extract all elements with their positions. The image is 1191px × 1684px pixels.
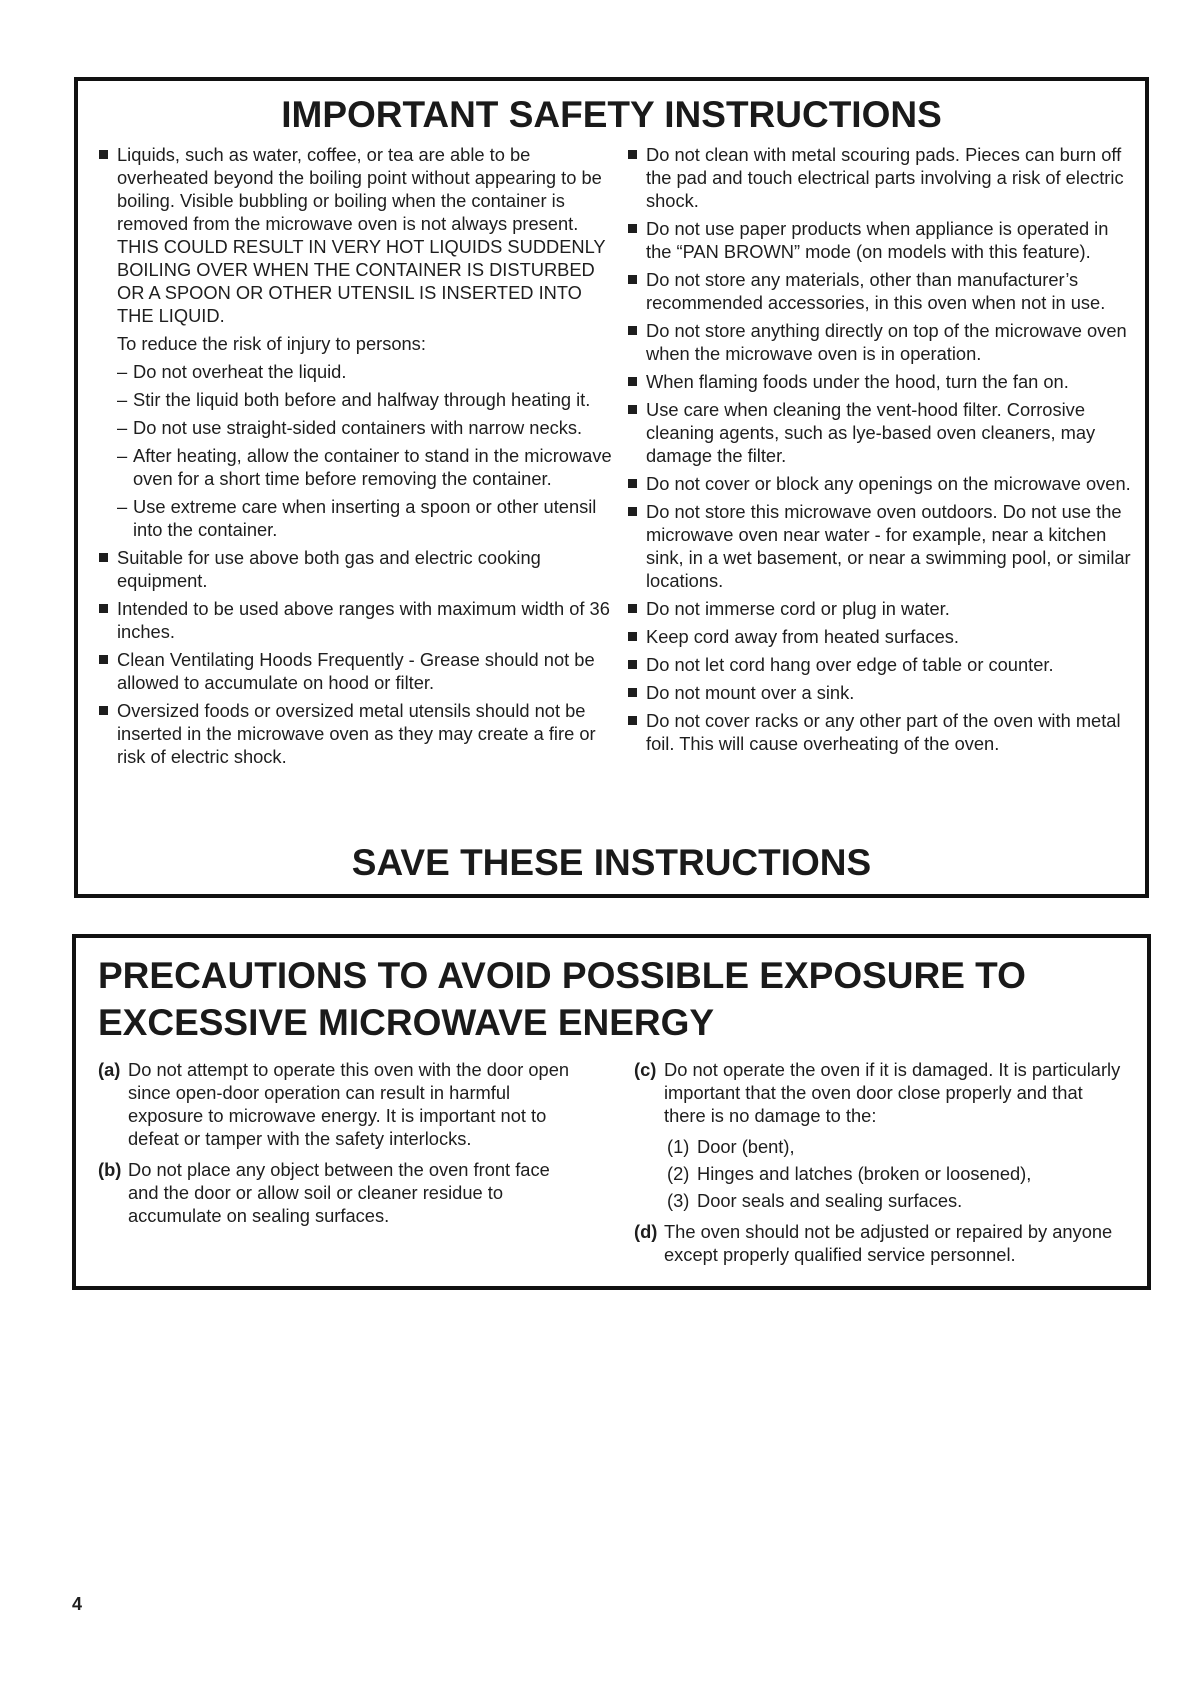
list-item: Do not store any materials, other than manufacturer’s recommended accessories, in this oven when not in use. xyxy=(626,268,1136,314)
list-item: Do not cover or block any openings on the microwave oven. xyxy=(626,472,1136,495)
safety-title: IMPORTANT SAFETY INSTRUCTIONS xyxy=(281,94,942,135)
dash-item: – After heating, allow the container to stand in the microwave oven for a short time before removing the container. xyxy=(117,445,612,489)
list-item: Oversized foods or oversized metal utensils should not be inserted in the microwave oven as they may create a fire or risk of electric shock. xyxy=(97,699,617,768)
square-bullet-icon xyxy=(628,224,637,233)
square-bullet-icon xyxy=(628,632,637,641)
sublist-item: (1) Door (bent), xyxy=(667,1136,795,1157)
square-bullet-icon xyxy=(628,716,637,725)
precaution-b: (b) Do not place any object between the oven front face and the door or allow soil or cleaner residue to accumulate on sealing surfaces. xyxy=(98,1159,550,1226)
square-bullet-icon xyxy=(628,150,637,159)
precaution-label: (b) xyxy=(98,1159,122,1180)
injury-note: To reduce the risk of injury to persons: xyxy=(117,333,426,354)
square-bullet-icon xyxy=(99,553,108,562)
square-bullet-icon xyxy=(628,275,637,284)
dash-symbol: – xyxy=(117,496,128,517)
save-instructions-title: SAVE THESE INSTRUCTIONS xyxy=(351,842,872,883)
sublist-item: (3) Door seals and sealing surfaces. xyxy=(667,1190,963,1211)
list-item: Use care when cleaning the vent-hood filter. Corrosive cleaning agents, such as lye-based oven cleaners, may damage the filter. xyxy=(626,398,1136,467)
square-bullet-icon xyxy=(628,660,637,669)
square-bullet-icon xyxy=(628,326,637,335)
damage-sublist xyxy=(634,1135,1124,1212)
dash-symbol: – xyxy=(117,445,128,466)
dash-item: – Do not use straight-sided containers with narrow necks. xyxy=(117,417,583,438)
precautions-box xyxy=(72,934,1151,1290)
precaution-label: (c) xyxy=(634,1059,657,1080)
square-bullet-icon xyxy=(628,377,637,386)
list-item: Do not use paper products when appliance is operated in the “PAN BROWN” mode (on models with this feature). xyxy=(626,217,1136,263)
list-item: Do not store this microwave oven outdoors. Do not use the microwave oven near water - for example, near a kitchen sink, in a wet basement, or near a swimming pool, or similar locations. xyxy=(626,500,1136,592)
precaution-c: (c) Do not operate the oven if it is damaged. It is particularly important that the oven door close properly and that there is no damage to the: xyxy=(634,1059,1121,1126)
dash-symbol: – xyxy=(117,361,128,382)
precautions-left-column xyxy=(98,1058,578,1235)
precaution-label: (d) xyxy=(634,1221,658,1242)
dash-item: – Stir the liquid both before and halfway through heating it. xyxy=(117,389,591,410)
list-item: Do not let cord hang over edge of table or counter. xyxy=(626,653,1136,676)
list-item: When flaming foods under the hood, turn the fan on. xyxy=(626,370,1136,393)
list-item: Keep cord away from heated surfaces. xyxy=(626,625,1136,648)
safety-right-column xyxy=(626,143,1136,760)
square-bullet-icon xyxy=(99,604,108,613)
list-item: Intended to be used above ranges with maximum width of 36 inches. xyxy=(97,597,617,643)
list-item: Do not cover racks or any other part of the oven with metal foil. This will cause overheating of the oven. xyxy=(626,709,1136,755)
precaution-a: (a) Do not attempt to operate this oven with the door open since open-door operation can result in harmful exposure to microwave energy. It is important not to defeat or tamper with the safety interlocks. xyxy=(98,1059,570,1149)
list-item: Liquids, such as water, coffee, or tea are able to be overheated beyond the boiling point without appearing to be boiling. Visible bubbling or boiling when the container is removed from the microwave oven is not always present. THIS COULD RESULT IN VERY HOT LIQUIDS SUDDENLY BOILING OVER WHEN THE CONTAINER IS DISTURBED OR A SPOON OR OTHER UTENSIL IS INSERTED INTO THE LIQUID. xyxy=(97,143,617,327)
list-item: Do not immerse cord or plug in water. xyxy=(626,597,1136,620)
dash-item: – Use extreme care when inserting a spoon or other utensil into the container. xyxy=(117,496,597,540)
square-bullet-icon xyxy=(628,479,637,488)
square-bullet-icon xyxy=(628,604,637,613)
list-item: Do not mount over a sink. xyxy=(626,681,1136,704)
precaution-d: (d) The oven should not be adjusted or repaired by anyone except properly qualified service personnel. xyxy=(634,1221,1113,1265)
dash-symbol: – xyxy=(117,417,128,438)
square-bullet-icon xyxy=(99,150,108,159)
square-bullet-icon xyxy=(99,706,108,715)
sublist-item: (2) Hinges and latches (broken or loosened), xyxy=(667,1163,1032,1184)
list-item: Clean Ventilating Hoods Frequently - Grease should not be allowed to accumulate on hood or filter. xyxy=(97,648,617,694)
precautions-title: PRECAUTIONS TO AVOID POSSIBLE EXPOSURE TO EXCESSIVE MICROWAVE ENERGY xyxy=(98,955,1026,1043)
list-item: Suitable for use above both gas and electric cooking equipment. xyxy=(97,546,617,592)
precaution-label: (a) xyxy=(98,1059,121,1080)
square-bullet-icon xyxy=(628,507,637,516)
precautions-right-column xyxy=(634,1058,1124,1274)
dash-item: – Do not overheat the liquid. xyxy=(117,361,347,382)
page-number: 4 xyxy=(72,1594,83,1614)
safety-left-column xyxy=(97,143,617,773)
square-bullet-icon xyxy=(99,655,108,664)
safety-instructions-box xyxy=(74,77,1149,898)
list-item: Do not store anything directly on top of the microwave oven when the microwave oven is in operation. xyxy=(626,319,1136,365)
dash-symbol: – xyxy=(117,389,128,410)
square-bullet-icon xyxy=(628,405,637,414)
list-item: Do not clean with metal scouring pads. Pieces can burn off the pad and touch electrical parts involving a risk of electric shock. xyxy=(626,143,1136,212)
square-bullet-icon xyxy=(628,688,637,697)
